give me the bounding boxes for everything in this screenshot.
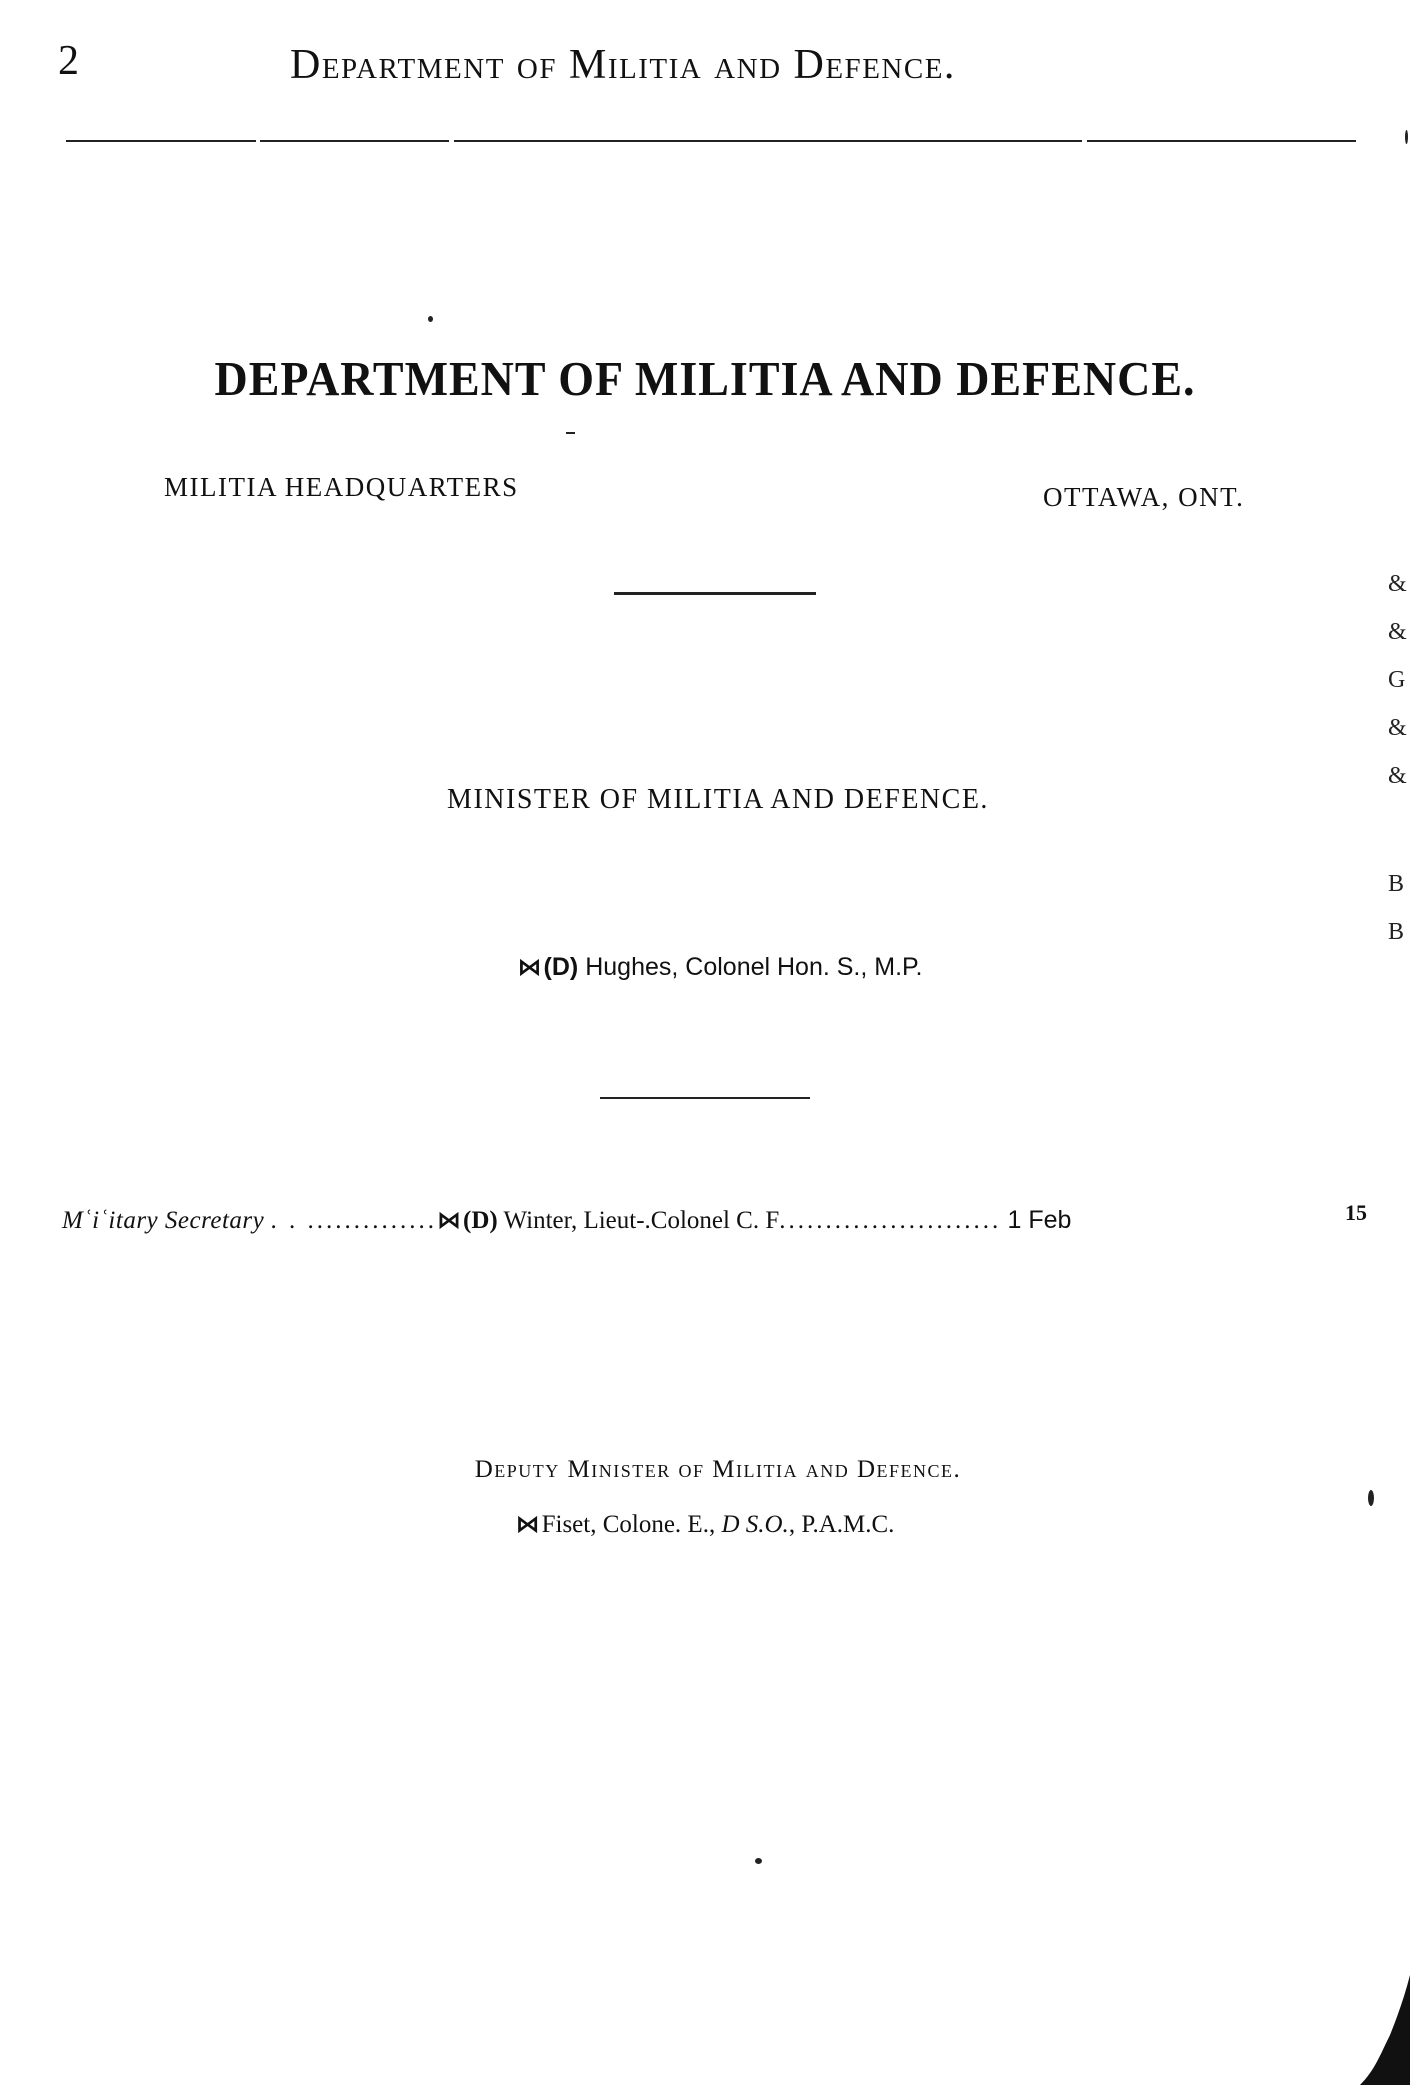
- appointment-date: 1 Feb: [1007, 1206, 1072, 1234]
- deputy-minister-heading: Deputy Minister of Militia and Defence.: [474, 1456, 962, 1483]
- location-label: OTTAWA, ONT.: [1043, 482, 1245, 512]
- margin-bleed-through: [1388, 560, 1410, 956]
- leader-dots: . . ..............: [270, 1207, 437, 1234]
- crossed-swords-icon: ⋈: [517, 953, 542, 981]
- leader-dots: ........................: [779, 1207, 1002, 1234]
- minister-heading: MINISTER OF MILITIA AND DEFENCE.: [447, 784, 989, 815]
- honour-suffix: , P.A.M.C.: [788, 1511, 895, 1538]
- crossed-swords-icon: ⋈: [515, 1510, 540, 1538]
- scan-speck: [428, 316, 433, 322]
- secretary-name: Winter, Lieut-.Colonel C. F: [503, 1207, 780, 1234]
- distinction-prefix: (D): [543, 953, 579, 981]
- section-divider: [600, 1097, 810, 1099]
- section-divider: [614, 592, 816, 595]
- military-secretary-row: [62, 1206, 1362, 1235]
- distinction-prefix: (D): [463, 1207, 498, 1234]
- minister-entry: [0, 953, 1410, 982]
- deputy-minister-entry: [0, 1510, 1410, 1539]
- corner-shadow: [1350, 1975, 1410, 2085]
- page-number: 2: [58, 38, 79, 84]
- scan-speck: [1405, 130, 1408, 144]
- crossed-swords-icon: ⋈: [437, 1206, 461, 1234]
- appointment-label: Mʿiʿitary Secretary: [62, 1207, 265, 1234]
- honour-letters: D S.O.: [721, 1511, 789, 1538]
- margin-spacer: [1388, 800, 1410, 860]
- margin-glyph: B: [1388, 871, 1405, 897]
- page-title: DEPARTMENT OF MILITIA AND DEFENCE.: [214, 351, 1196, 406]
- scan-speck: [1368, 1490, 1374, 1506]
- margin-glyph: &: [1388, 715, 1407, 741]
- scan-speck: [566, 432, 575, 434]
- header-rule: [66, 140, 1356, 142]
- minister-name: Hughes, Colonel Hon. S., M.P.: [585, 953, 923, 981]
- margin-glyph: &: [1388, 571, 1407, 597]
- margin-glyph: &: [1388, 619, 1407, 645]
- deputy-minister-name: Fiset, Colone. E.,: [541, 1511, 722, 1538]
- running-title: Department of Militia and Defence.: [290, 42, 956, 88]
- scan-speck: [755, 1858, 762, 1864]
- margin-glyph: &: [1388, 763, 1407, 789]
- margin-glyph: G: [1388, 667, 1406, 693]
- footnote-mark: 15: [1345, 1200, 1367, 1225]
- margin-glyph: B: [1388, 919, 1405, 945]
- headquarters-label: MILITIA HEADQUARTERS: [164, 472, 519, 502]
